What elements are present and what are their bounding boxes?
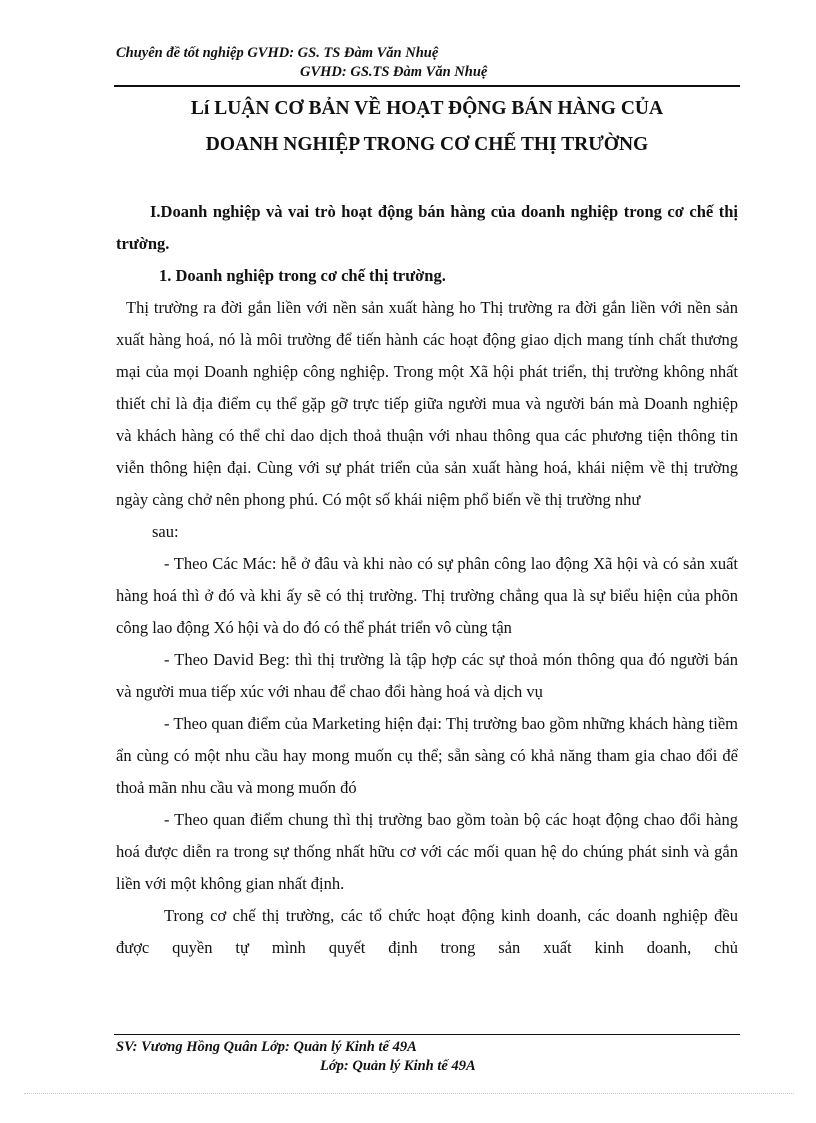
running-header-line-2: GVHD: GS.TS Đàm Văn Nhuệ bbox=[300, 64, 488, 80]
page-bottom-dotted-edge bbox=[24, 1093, 794, 1094]
running-footer-line-1: SV: Vương Hồng Quân Lớp: Quản lý Kinh tế 49A bbox=[116, 1039, 417, 1055]
section-heading: I.Doanh nghiệp và vai trò hoạt động bán hàng của doanh nghiệp trong cơ chế thị trường. bbox=[116, 202, 738, 253]
running-header-line-1: Chuyên đề tốt nghiệp GVHD: GS. TS Đàm Văn Nhuệ bbox=[116, 45, 439, 61]
intro-paragraph bbox=[116, 292, 738, 548]
definition-marx: - Theo Các Mác: hễ ở đâu và khi nào có sự phân công lao động Xã hội và có sản xuất hàng hoá thì ở đó và khi ấy sẽ có thị trường. Thị trường chẳng qua là sự biểu hiện của phõn công lao động Xó hội và do đó có thể phát triển vô cùng tận bbox=[116, 554, 738, 637]
definition-david-beg: - Theo David Beg: thì thị trường là tập hợp các sự thoả món thông qua đó người bán và người mua tiếp xúc với nhau để chao đổi hàng hoá và dịch vụ bbox=[116, 650, 738, 701]
document-body bbox=[116, 196, 738, 964]
intro-text: Thị trường ra đời gắn liền với nền sản xuất hàng ho Thị trường ra đời gắn liền với nền sản xuất hàng hoá, nó là môi trường để tiến hành các hoạt động giao dịch mang tính chất thương mại của mọi Doanh nghiệp công nghiệp. Trong một Xã hội phát triển, thị trường không nhất thiết chỉ là địa điểm cụ thể gặp gỡ trực tiếp giữa người mua và người bán mà Doanh nghiệp và khách hàng có thể chỉ dao dịch thoả thuận với nhau thông qua các phương tiện thông tin viễn thông hiện đại. Cùng với sự phát triển của sản xuất hàng hoá, khái niệm về thị trường ngày càng chở nên phong phú. Có một số khái niệm phổ biến về thị trường như bbox=[116, 298, 738, 509]
intro-last-line: sau: bbox=[152, 522, 179, 541]
definition-marketing: - Theo quan điểm của Marketing hiện đại: Thị trường bao gồm những khách hàng tiềm ẩn cùng có một nhu cầu hay mong muốn cụ thể; sẵn sàng có khả năng tham gia chao đổi để thoả mãn nhu cầu và mong muốn đó bbox=[116, 714, 738, 797]
definition-general: - Theo quan điểm chung thì thị trường bao gồm toàn bộ các hoạt động chao đổi hàng hoá được diễn ra trong sự thống nhất hữu cơ với các mối quan hệ do chúng phát sinh và gắn liền với một không gian nhất định. bbox=[116, 810, 738, 893]
subsection-heading: 1. Doanh nghiệp trong cơ chế thị trường. bbox=[159, 266, 446, 285]
closing-paragraph: Trong cơ chế thị trường, các tổ chức hoạt động kinh doanh, các doanh nghiệp đều được quyền tự mình quyết định trong sản xuất kinh doanh, chủ bbox=[116, 906, 738, 957]
title-line-2: DOANH NGHIỆP TRONG CƠ CHẾ THỊ TRƯỜNG bbox=[205, 134, 649, 155]
footer-divider bbox=[114, 1034, 740, 1035]
header-divider bbox=[114, 85, 740, 87]
document-title bbox=[114, 91, 740, 163]
title-line-1: Lí LUẬN CƠ BẢN VỀ HOẠT ĐỘNG BÁN HÀNG CỦA bbox=[190, 98, 664, 119]
running-footer-line-2: Lớp: Quản lý Kinh tế 49A bbox=[320, 1058, 476, 1074]
